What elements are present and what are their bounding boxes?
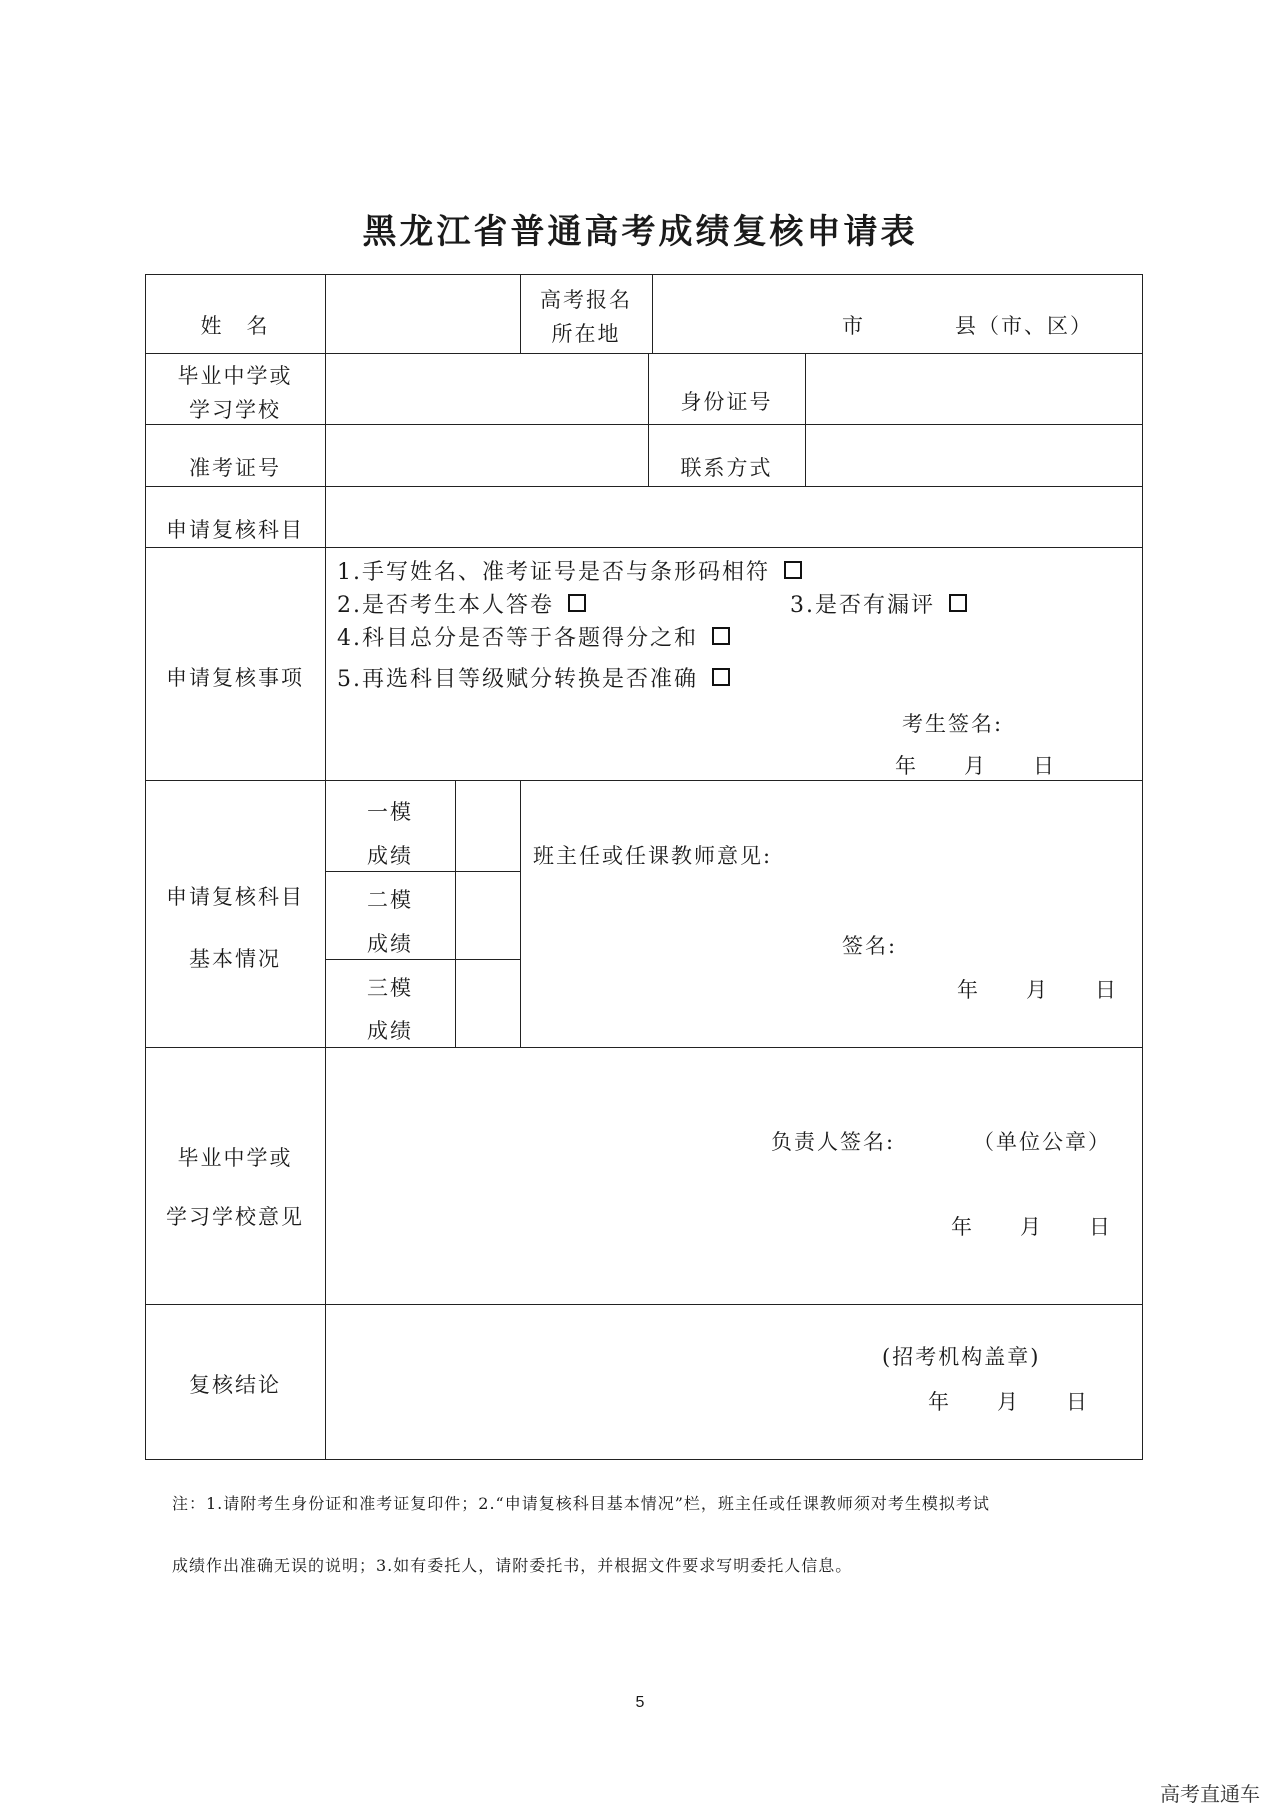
teacher-signature-label: 签名: [842, 934, 898, 958]
checkbox-grade-conversion[interactable] [712, 668, 730, 686]
form-title: 黑龙江省普通高考成绩复核申请表 [362, 212, 918, 252]
checkbox-barcode-match[interactable] [784, 561, 802, 579]
registration-label-line2: 所在地 [551, 322, 621, 346]
subject-label: 申请复核科目 [166, 518, 304, 542]
checkbox-own-answer[interactable] [568, 594, 586, 612]
basic-info-label-line2: 基本情况 [189, 947, 281, 971]
mock2-score-label: 成绩 [367, 932, 413, 956]
basic-info-label-line1: 申请复核科目 [166, 885, 304, 909]
agency-seal-label: (招考机构盖章) [882, 1345, 1041, 1369]
mock1-label: 一模 [367, 800, 413, 824]
item-total-score: 4.科目总分是否等于各题得分之和 [337, 621, 730, 652]
item-own-answer: 2.是否考生本人答卷 [337, 588, 586, 619]
items-label: 申请复核事项 [166, 666, 304, 690]
mock3-score-label: 成绩 [367, 1019, 413, 1043]
teacher-date: 年 月 日 [957, 978, 1118, 1002]
mock2-label: 二模 [367, 888, 413, 912]
page-number: 5 [635, 1694, 645, 1711]
teacher-opinion-label: 班主任或任课教师意见: [533, 844, 773, 868]
note-line-1: 注：1.请附考生身份证和准考证复印件；2.“申请复核科目基本情况”栏，班主任或任课教师须对考生模拟考试 [172, 1494, 990, 1513]
watermark: 高考直通车 [1160, 1782, 1260, 1806]
note-line-2: 成绩作出准确无误的说明；3.如有委托人，请附委托书，并根据文件要求写明委托人信息。 [172, 1556, 853, 1575]
county-label: 县（市、区） [955, 314, 1093, 338]
student-signature-label: 考生签名: [902, 712, 1004, 736]
contact-label: 联系方式 [680, 456, 773, 480]
name-label: 姓 名 [200, 314, 270, 338]
school-date: 年 月 日 [951, 1215, 1112, 1239]
school-label-line1: 毕业中学或 [177, 364, 293, 388]
checkbox-missed-grading[interactable] [949, 594, 967, 612]
item-grade-conversion: 5.再选科目等级赋分转换是否准确 [337, 662, 730, 693]
conclusion-date: 年 月 日 [928, 1390, 1089, 1414]
mock1-score-label: 成绩 [367, 844, 413, 868]
school-opinion-label-line1: 毕业中学或 [177, 1146, 293, 1170]
item-barcode-match: 1.手写姓名、准考证号是否与条形码相符 [337, 555, 802, 586]
school-label-line2: 学习学校 [189, 398, 281, 422]
city-label: 市 [842, 314, 865, 338]
mock3-label: 三模 [367, 976, 413, 1000]
exam-number-label: 准考证号 [189, 456, 281, 480]
leader-signature-label: 负责人签名: [771, 1130, 896, 1154]
id-number-label: 身份证号 [680, 390, 773, 414]
application-form-table [145, 274, 1143, 1460]
checkbox-total-score[interactable] [712, 627, 730, 645]
item-missed-grading: 3.是否有漏评 [790, 588, 967, 619]
unit-seal-label: （单位公章） [973, 1130, 1111, 1154]
student-date: 年 月 日 [895, 754, 1056, 778]
conclusion-label: 复核结论 [189, 1373, 281, 1397]
school-opinion-label-line2: 学习学校意见 [166, 1205, 304, 1229]
registration-label-line1: 高考报名 [540, 288, 632, 312]
